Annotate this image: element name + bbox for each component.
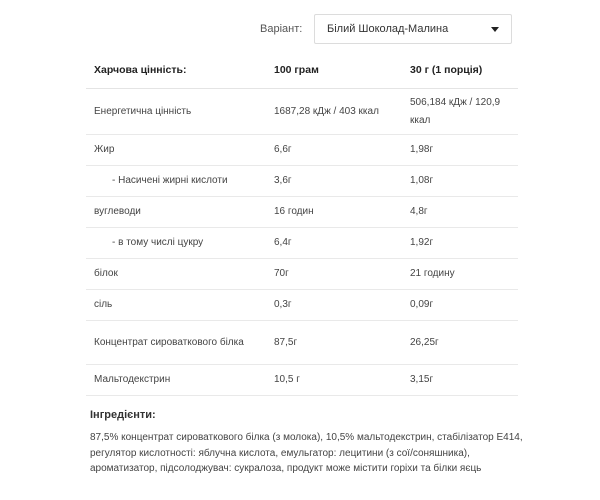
nutrition-row: [86, 197, 518, 228]
nutrition-row: [86, 89, 518, 135]
nutrient-name: білок: [86, 259, 266, 290]
variant-selector-row: [260, 14, 512, 44]
nutrition-row: [86, 321, 518, 365]
nutrient-name: Енергетична цінність: [86, 89, 266, 135]
nutrition-row: [86, 259, 518, 290]
value-per-serving: 3,15г: [402, 365, 518, 396]
nutrient-name: - в тому числі цукру: [86, 228, 266, 259]
nutrient-name: сіль: [86, 290, 266, 321]
variant-label: Варіант:: [260, 23, 303, 35]
value-per-100g: 3,6г: [266, 166, 402, 197]
nutrition-row: [86, 290, 518, 321]
dropdown-caret-icon: [491, 27, 499, 32]
nutrient-name: Мальтодекстрин: [86, 365, 266, 396]
value-per-serving: 26,25г: [402, 321, 518, 365]
value-per-100g: 0,3г: [266, 290, 402, 321]
value-per-100g: 70г: [266, 259, 402, 290]
nutrition-header-row: [86, 52, 518, 89]
nutrient-name: вуглеводи: [86, 197, 266, 228]
value-per-serving: 1,08г: [402, 166, 518, 197]
ingredients-text: 87,5% концентрат сироваткового білка (з молока), 10,5% мальтодекстрин, стабілізатор Е414, регулятор кислотності: яблучна кислота, емульгатор: лецитини (з сої/соняшника), ароматизатор, підсолоджувач: сукралоза, продукт може містити горіхи та білки яєць: [90, 432, 523, 474]
value-per-serving: 21 годину: [402, 259, 518, 290]
value-per-100g: 16 годин: [266, 197, 402, 228]
value-per-100g: 1687,28 кДж / 403 ккал: [266, 89, 402, 135]
nutrition-table: [86, 52, 518, 396]
nutrition-body: [86, 89, 518, 396]
value-per-100g: 6,6г: [266, 135, 402, 166]
header-per-100g: 100 грам: [266, 52, 402, 89]
nutrition-row: [86, 228, 518, 259]
value-per-serving: 506,184 кДж / 120,9 ккал: [402, 89, 518, 135]
value-per-serving: 0,09г: [402, 290, 518, 321]
variant-selected-value: Білий Шоколад-Малина: [327, 23, 449, 35]
nutrition-row: [86, 365, 518, 396]
ingredients-title: Інгредієнти:: [90, 409, 156, 421]
value-per-serving: 1,92г: [402, 228, 518, 259]
value-per-100g: 10,5 г: [266, 365, 402, 396]
nutrient-name: Жир: [86, 135, 266, 166]
variant-select[interactable]: [314, 14, 512, 44]
header-per-serving: 30 г (1 порція): [402, 52, 518, 89]
header-nutrition: Харчова цінність:: [86, 52, 266, 89]
value-per-serving: 4,8г: [402, 197, 518, 228]
nutrient-name: Концентрат сироваткового білка: [86, 321, 266, 365]
value-per-serving: 1,98г: [402, 135, 518, 166]
nutrient-name: - Насичені жирні кислоти: [86, 166, 266, 197]
nutrition-row: [86, 135, 518, 166]
value-per-100g: 87,5г: [266, 321, 402, 365]
nutrition-row: [86, 166, 518, 197]
value-per-100g: 6,4г: [266, 228, 402, 259]
